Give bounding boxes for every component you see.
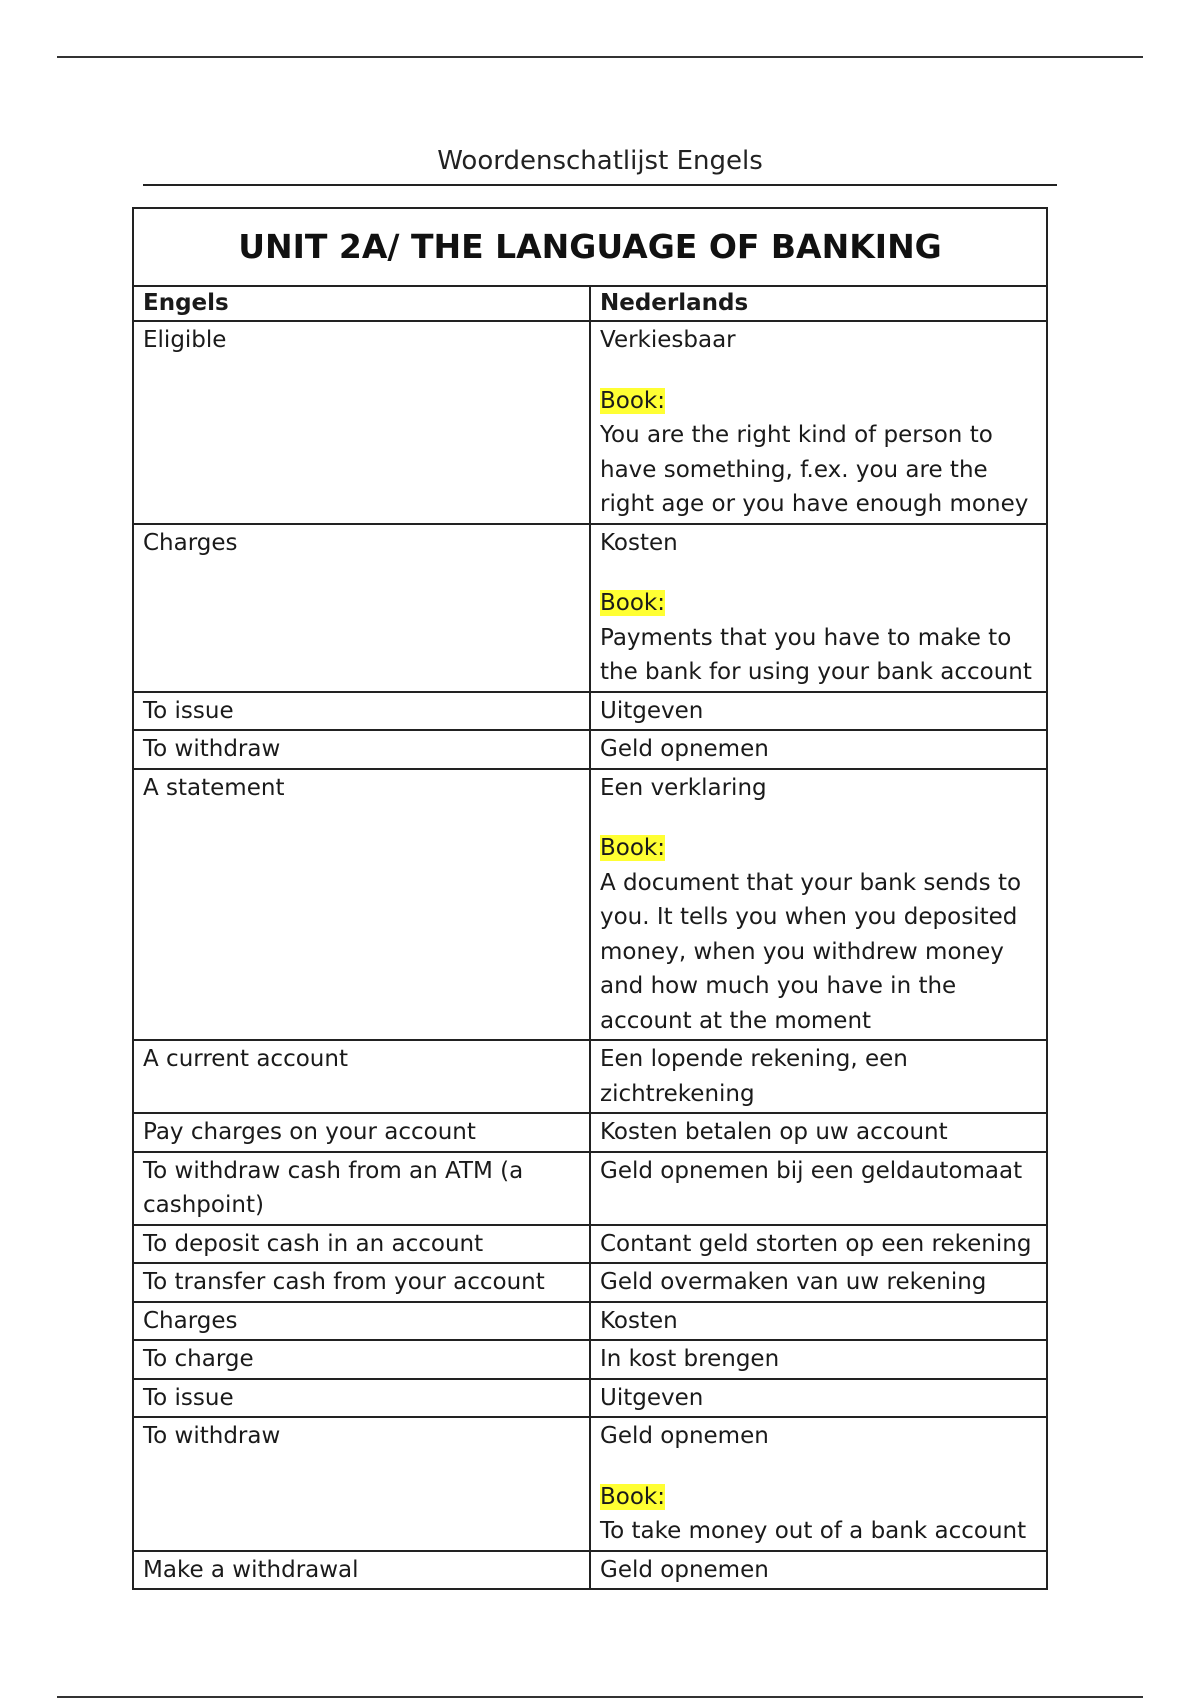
term-english-text: To withdraw — [143, 736, 281, 762]
term-dutch-text: Contant geld storten op een rekening — [600, 1230, 1032, 1257]
paragraph-spacer — [600, 560, 1037, 586]
table-title: UNIT 2A/ THE LANGUAGE OF BANKING — [133, 208, 1047, 286]
term-english — [133, 321, 590, 524]
table-row — [133, 730, 1047, 769]
term-dutch — [590, 1340, 1047, 1379]
term-dutch-text: Verkiesbaar — [600, 327, 736, 353]
table-row — [133, 321, 1047, 524]
term-english — [133, 1152, 590, 1225]
book-label-line — [600, 586, 1037, 621]
term-english — [133, 1417, 590, 1551]
term-dutch — [590, 1225, 1047, 1264]
term-dutch — [590, 321, 1047, 524]
term-dutch-text: Kosten — [600, 1307, 678, 1334]
page-header: Woordenschatlijst Engels — [143, 146, 1057, 186]
term-english-text: Make a withdrawal — [143, 1556, 359, 1583]
table-row — [133, 692, 1047, 731]
table-row — [133, 1113, 1047, 1152]
term-dutch — [590, 1417, 1047, 1551]
term-english — [133, 1263, 590, 1302]
page-top-rule — [57, 56, 1143, 58]
book-definition-line: you. It tells you when you deposited — [600, 904, 1018, 930]
term-dutch-line: Een lopende rekening, een — [600, 1046, 908, 1072]
term-dutch-text: In kost brengen — [600, 1346, 780, 1372]
term-english — [133, 1551, 590, 1590]
table-body — [133, 321, 1047, 1589]
term-dutch — [590, 692, 1047, 731]
term-english-text: To deposit cash in an account — [143, 1230, 484, 1257]
term-english-text: To issue — [143, 1384, 234, 1411]
term-dutch — [590, 1263, 1047, 1302]
term-english-line: cashpoint) — [143, 1192, 264, 1218]
book-definition-line: account at the moment — [600, 1007, 872, 1034]
paragraph-spacer — [600, 1454, 1037, 1480]
term-dutch-text: Uitgeven — [600, 697, 704, 724]
term-dutch-line: zichtrekening — [600, 1080, 755, 1107]
book-definition-line: Payments that you have to make to — [600, 624, 1012, 651]
table-row — [133, 1302, 1047, 1341]
term-english — [133, 1040, 590, 1113]
book-definition-line: money, when you withdrew money — [600, 938, 1004, 965]
term-dutch-text: Een verklaring — [600, 774, 767, 801]
table-row — [133, 1551, 1047, 1590]
term-english — [133, 730, 590, 769]
column-header-dutch: Nederlands — [590, 286, 1047, 321]
term-english-text: To withdraw — [143, 1423, 281, 1449]
table-row — [133, 1225, 1047, 1264]
table-row — [133, 1417, 1047, 1551]
table-row — [133, 1040, 1047, 1113]
term-dutch — [590, 1152, 1047, 1225]
table-header-row — [133, 286, 1047, 321]
table-row — [133, 1152, 1047, 1225]
column-header-english: Engels — [133, 286, 590, 321]
page-bottom-rule — [57, 1696, 1143, 1698]
term-dutch — [590, 524, 1047, 692]
table-row — [133, 769, 1047, 1041]
term-english — [133, 524, 590, 692]
term-dutch-text: Kosten betalen op uw account — [600, 1119, 948, 1145]
term-english-text: Charges — [143, 1307, 238, 1334]
term-english-text: To transfer cash from your account — [143, 1269, 545, 1295]
term-dutch-text: Kosten — [600, 529, 678, 556]
book-definition-line: You are the right kind of person to — [600, 422, 993, 448]
term-english — [133, 1302, 590, 1341]
term-dutch — [590, 1302, 1047, 1341]
book-definition-line: right age or you have enough money — [600, 491, 1029, 517]
table-row — [133, 1379, 1047, 1418]
term-dutch-text: Geld opnemen — [600, 1556, 769, 1583]
book-label-highlight: Book: — [600, 1483, 665, 1510]
table-row — [133, 524, 1047, 692]
term-dutch — [590, 1113, 1047, 1152]
term-dutch — [590, 769, 1047, 1041]
term-english-text: Pay charges on your account — [143, 1119, 476, 1145]
term-english — [133, 1225, 590, 1264]
book-label-line — [600, 384, 1037, 419]
term-english — [133, 1379, 590, 1418]
term-english-text: Eligible — [143, 327, 227, 353]
term-dutch-text: Geld opnemen — [600, 1423, 769, 1449]
term-english-text: A current account — [143, 1046, 348, 1072]
book-label-highlight: Book: — [600, 387, 665, 414]
book-definition-line: and how much you have in the — [600, 973, 957, 999]
book-definition-line: have something, f.ex. you are the — [600, 456, 988, 483]
term-english-text: Charges — [143, 529, 238, 556]
table-row — [133, 1340, 1047, 1379]
term-english-line: To withdraw cash from an ATM (a — [143, 1157, 524, 1184]
term-english — [133, 769, 590, 1041]
book-label-highlight: Book: — [600, 590, 665, 616]
book-label-line — [600, 831, 1037, 866]
table-title-row — [133, 208, 1047, 286]
table-row — [133, 1263, 1047, 1302]
term-english — [133, 1340, 590, 1379]
term-dutch-line — [600, 1188, 1037, 1223]
book-label-line — [600, 1480, 1037, 1515]
term-english-text: To issue — [143, 697, 234, 724]
book-definition-line: A document that your bank sends to — [600, 869, 1022, 896]
term-dutch — [590, 1040, 1047, 1113]
book-definition-line: To take money out of a bank account — [600, 1518, 1027, 1544]
term-english — [133, 1113, 590, 1152]
term-dutch-text: Geld opnemen — [600, 736, 769, 762]
book-label-highlight: Book: — [600, 835, 665, 861]
term-dutch — [590, 1551, 1047, 1590]
term-dutch — [590, 730, 1047, 769]
term-dutch — [590, 1379, 1047, 1418]
term-english-text: A statement — [143, 774, 285, 801]
term-dutch-text: Geld overmaken van uw rekening — [600, 1269, 987, 1295]
book-definition-line: the bank for using your bank account — [600, 659, 1032, 685]
term-dutch-line: Geld opnemen bij een geldautomaat — [600, 1157, 1023, 1184]
paragraph-spacer — [600, 805, 1037, 831]
term-english-text: To charge — [143, 1346, 254, 1372]
term-english — [133, 692, 590, 731]
paragraph-spacer — [600, 358, 1037, 384]
vocabulary-table — [132, 207, 1048, 1590]
term-dutch-text: Uitgeven — [600, 1384, 704, 1411]
